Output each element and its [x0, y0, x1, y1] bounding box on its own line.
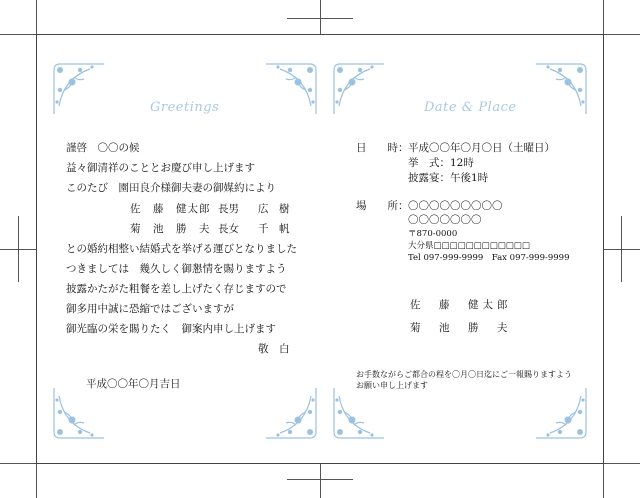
rsvp-note: お願い申し上げます	[356, 381, 428, 390]
floral-corner-ornament	[532, 60, 590, 118]
date-label: 日 時：	[356, 142, 409, 154]
floral-corner-ornament	[262, 60, 320, 118]
crop-mark	[603, 464, 604, 498]
greeting-line: 謹啓 〇〇の候	[66, 142, 140, 154]
greeting-line: つきましては 幾久しく御懇情を賜りますよう	[66, 263, 287, 275]
venue-name-2: 〇〇〇〇〇〇〇	[408, 214, 482, 226]
venue-address: 大分県□□□□□□□□□□□□	[408, 241, 530, 251]
floral-corner-ornament	[330, 60, 388, 118]
invitation-date: 平成〇〇年〇月吉日	[86, 378, 181, 390]
bride-name: 菊 池 勝 夫	[130, 223, 211, 235]
crop-mark-center	[320, 0, 321, 34]
floral-corner-ornament	[50, 60, 108, 118]
date-value: 平成〇〇年〇月〇日（土曜日）	[408, 142, 555, 154]
place-label: 場 所：	[356, 200, 409, 212]
crop-mark-side	[604, 249, 640, 250]
crop-mark	[36, 0, 37, 34]
crop-mark	[36, 464, 37, 498]
crop-mark	[0, 34, 36, 35]
sender-name: 佐 藤 健太郎	[410, 299, 512, 311]
venue-phone: Tel 097-999-9999 Fax 097-999-9999	[408, 253, 570, 263]
greeting-line: 御光臨の栄を賜りたく 御案内申し上げます	[66, 323, 276, 335]
crop-mark	[603, 0, 604, 34]
floral-corner-ornament	[532, 384, 590, 442]
closing-word: 敬 白	[258, 343, 290, 355]
groom-name: 佐 藤 健太郎	[130, 203, 211, 215]
greeting-line: との婚約相整い結婚式を挙げる運びとなりました	[66, 243, 297, 255]
greeting-line: 益々御清祥のこととお慶び申し上げます	[66, 162, 255, 174]
ceremony-time: 挙 式：12時	[408, 157, 474, 169]
greeting-line: このたび 園田良介様御夫妻の御媒約により	[66, 182, 276, 194]
postal-code: 〒870-0000	[408, 229, 458, 239]
groom-relation: 長男	[218, 203, 239, 215]
reception-time: 披露宴：午後1時	[408, 172, 489, 184]
rsvp-note: お手数ながらご都合の程を〇月〇日迄にご一報賜りますよう	[356, 370, 572, 379]
floral-corner-ornament	[50, 384, 108, 442]
greeting-line: 披露かたがた粗餐を差し上げたく存じますので	[66, 283, 287, 295]
bride-relation: 長女	[218, 223, 239, 235]
greeting-line: 御多用中誠に恐縮ではございますが	[66, 303, 234, 315]
sender-name: 菊 池 勝 夫	[410, 322, 512, 334]
date-place-heading: Date & Place	[424, 100, 517, 115]
crop-mark	[604, 463, 640, 464]
floral-corner-ornament	[330, 384, 388, 442]
crop-mark	[604, 34, 640, 35]
crop-mark-center	[320, 464, 321, 498]
floral-corner-ornament	[262, 384, 320, 442]
groom-parent: 広 樹	[258, 203, 290, 215]
venue-name: 〇〇〇〇〇〇〇〇〇	[408, 200, 503, 212]
bride-parent: 千 帆	[258, 223, 290, 235]
crop-mark	[0, 463, 36, 464]
crop-mark-side	[0, 249, 36, 250]
greetings-heading: Greetings	[150, 100, 220, 115]
